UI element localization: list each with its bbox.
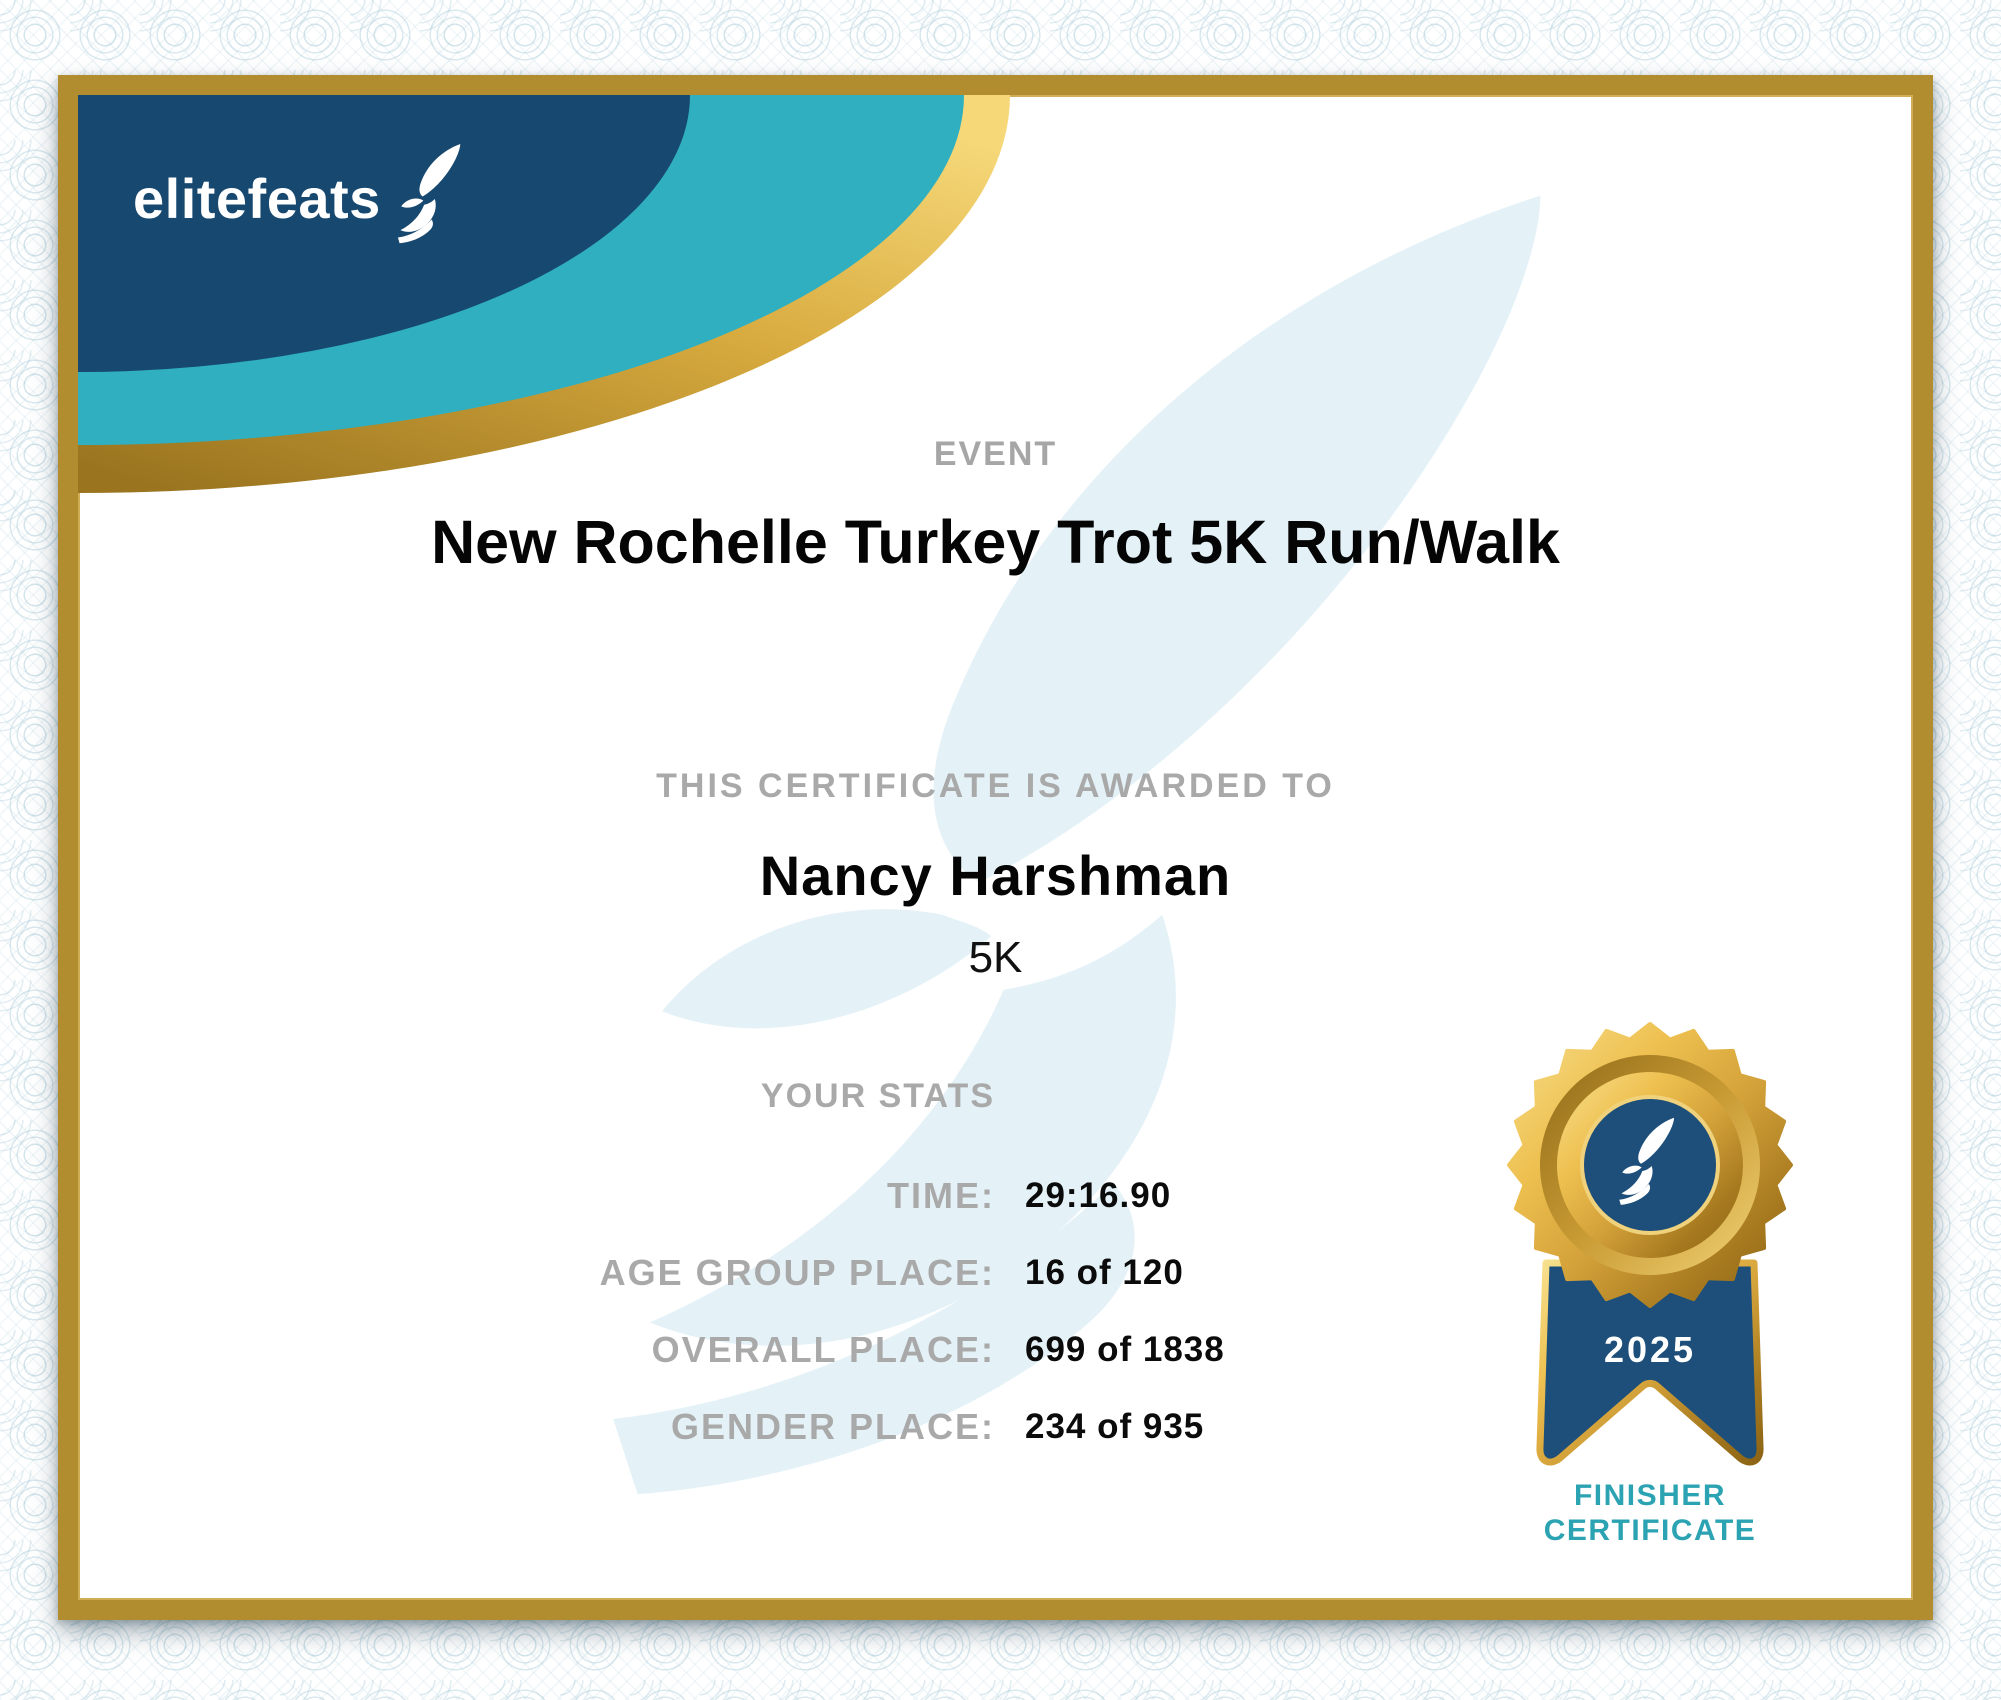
stat-value-age-group-place: 16 of 120: [1025, 1252, 1184, 1292]
stat-label-time: TIME:: [887, 1174, 995, 1216]
medal-center-disc: [1582, 1097, 1718, 1233]
certificate-content: [78, 95, 1913, 1600]
medal-year: 2025: [1603, 1329, 1697, 1370]
stat-label-overall-place: OVERALL PLACE:: [651, 1328, 995, 1370]
event-title: New Rochelle Turkey Trot 5K Run/Walk: [431, 508, 1560, 576]
finisher-medal: [1500, 1015, 1800, 1485]
gold-frame: [58, 75, 1933, 1620]
race-division: 5K: [968, 933, 1023, 982]
finisher-caption-line2: CERTIFICATE: [1543, 1513, 1757, 1547]
stat-value-gender-place: 234 of 935: [1025, 1406, 1205, 1446]
event-label: EVENT: [933, 435, 1058, 473]
finisher-caption: [1500, 1479, 1800, 1548]
stat-label-age-group-place: AGE GROUP PLACE:: [599, 1251, 995, 1293]
finisher-caption-line1: FINISHER: [1573, 1479, 1726, 1512]
recipient-name: Nancy Harshman: [759, 844, 1232, 907]
awarded-label: THIS CERTIFICATE IS AWARDED TO: [656, 767, 1335, 805]
winged-foot-icon: [393, 143, 475, 250]
brand-logo-text: elitefeats: [133, 167, 381, 230]
stat-value-time: 29:16.90: [1025, 1175, 1172, 1215]
stats-heading: YOUR STATS: [760, 1077, 995, 1115]
stat-value-overall-place: 699 of 1838: [1025, 1329, 1225, 1369]
stat-label-gender-place: GENDER PLACE:: [670, 1405, 995, 1447]
brand-logo: [133, 145, 475, 250]
